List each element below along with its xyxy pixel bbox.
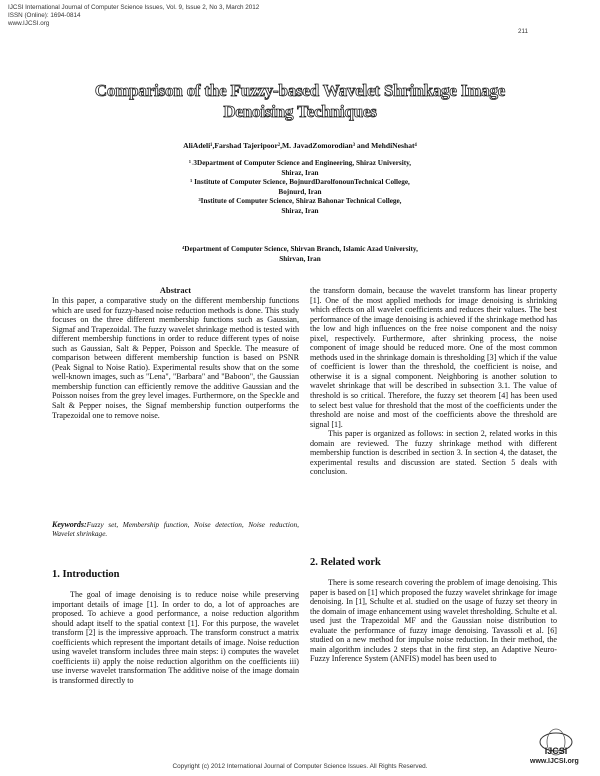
logo-mark: IJCSI — [544, 746, 568, 756]
paper-title-line-2: Denoising Techniques — [223, 102, 377, 121]
affiliation-line: Shirvan, Iran — [279, 254, 321, 263]
paper-title — [40, 80, 560, 122]
affiliation-line: ³Institute of Computer Science, Shiraz Bahonar Technical College, — [198, 197, 402, 206]
journal-url[interactable]: www.IJCSI.org — [8, 20, 50, 28]
logo-url[interactable]: www.IJCSI.org — [530, 758, 579, 765]
copyright-footer: Copyright (c) 2012 International Journal of Computer Science Issues. All Rights Reserved. — [172, 763, 428, 770]
abstract-text: In this paper, a comparative study on the different membership functions which are used for fuzzy-based noise reduction methods is done. This study focuses on the three different membership functions such as Gaussian, Sigmaf and Trapezoidal. The fuzzy wavelet shrinkage method is tested with different membership functions in order to reduce different types of noise such as Gaussian, Salt & Pepper, Poisson and Speckle. The measure of comparison between different membership function is based on PSNR (Peak Signal to Noise Ratio). Experimental results show that on the some well-known images, such as "Lena", "Barbara" and "Baboon", the Gaussian membership function can efficiently remove the additive Gaussian and the Poisson noises from the grey level images. Furthermore, on the Speckle and Salt & Pepper noises, the Signaf membership function outperforms the Trapezoidal one to remove noise. — [52, 296, 299, 420]
affiliation-line: Shiraz, Iran — [281, 168, 319, 177]
page-number: 211 — [517, 28, 528, 35]
keywords — [52, 520, 299, 539]
affiliation-4 — [120, 245, 480, 264]
journal-header — [8, 4, 259, 29]
affiliation-line: ⁴Department of Computer Science, Shirvan Branch, Islamic Azad University, — [182, 245, 418, 253]
affiliation-line: ¹˒3Department of Computer Science and Engineering, Shiraz University, — [188, 159, 412, 167]
paragraph: This paper is organized as follows: in section 2, related works in this domain are reviewed. The fuzzy shrinkage method with different membership function is described in section 3. In section 4, the dataset, the experimental results and discussion are stated. Section 5 deals with conclusion. — [310, 429, 557, 477]
section-heading-introduction: 1. Introduction — [52, 569, 120, 580]
affiliations — [120, 159, 480, 217]
right-column-text — [310, 286, 557, 477]
keywords-text: Fuzzy set, Membership function, Noise detection, Noise reduction, Wavelet shrinkage. — [52, 520, 299, 539]
affiliation-line: Shiraz, Iran — [281, 206, 319, 215]
affiliation-line: Bojnurd, Iran — [278, 187, 322, 196]
paragraph: the transform domain, because the wavelet transform has linear property [1]. One of the most applied methods for image denoising is shrinking which effects on all wavelet coefficients and reduces their values. The best performance of the image denoising is achieved if the shrinkage method has the low and high influences on the free noise component and the noisy pixel, respectively. Furthermore, after shrinking process, the noise component of image should be reduced more. One of the most common methods used in the shrinkage domain is thresholding [3] which if the value of coefficient is lower than the threshold, the coefficient is noise, and otherwise it is a signal component. Neighboring is another solution to wavelet shrinkage that will be described in subsection 3.1. The value of threshold is so critical. Therefore, the fuzzy set theorem [4] has been used to select best value for threshold that the most of the coefficients under the threshold are noise and most of the coefficients above the threshold are signal [1]. — [310, 286, 557, 429]
abstract-heading: Abstract — [159, 286, 192, 295]
introduction-text: The goal of image denoising is to reduce noise while preserving important details of image [1]. In order to do, a lot of approaches are proposed. To achieve a good performance, a noise reduction algorithm should adapt itself to the spatial context [1]. For this purpose, the wavelet transform [2] is the impressive approach. The transform construct a matrix coefficients which represent the important details of image. Noise reduction using wavelet transform includes three main steps: i) computes the wavelet coefficients ii) apply the noise reduction algorithm on the coefficients iii) use inverse wavelet transformation The additive noise of the image domain is transformed directly to — [52, 590, 299, 685]
keywords-label: Keywords: — [52, 520, 87, 529]
paper-title-line-1: Comparison of the Fuzzy-based Wavelet Shrinkage Image — [94, 81, 506, 100]
section-heading-related-work: 2. Related work — [310, 557, 381, 568]
journal-name: IJCSI International Journal of Computer Science Issues, Vol. 9, Issue 2, No 3, March 2012 — [8, 4, 260, 11]
related-work-text: There is some research covering the problem of image denoising. This paper is based on [1] which proposed the fuzzy wavelet shrinkage for image denoising. In [1], Schulte et al. studied on the usage of fuzzy set theory in the domain of image enhancement using wavelet thresholding. Schulte et al. used just the Trapezoidal MF and the Gaussian noise distribution to evaluate the performance of fuzzy image denoising. Tavassoli et al. [6] studied on a new method for impulse noise reduction. In their method, the main algorithm includes 2 steps that in the first step, an Adaptive Neuro-Fuzzy Inference System (ANFIS) model has been used to — [310, 578, 557, 664]
author-list: AliAdeli¹,Farshad Tajeripoor²,M. JavadZomorodian³ and MehdiNeshat⁴ — [183, 141, 417, 150]
issn: ISSN (Online): 1694-0814 — [8, 12, 81, 20]
affiliation-line: ¹ Institute of Computer Science, BojnurdDarolfonounTechnical College, — [190, 178, 410, 187]
